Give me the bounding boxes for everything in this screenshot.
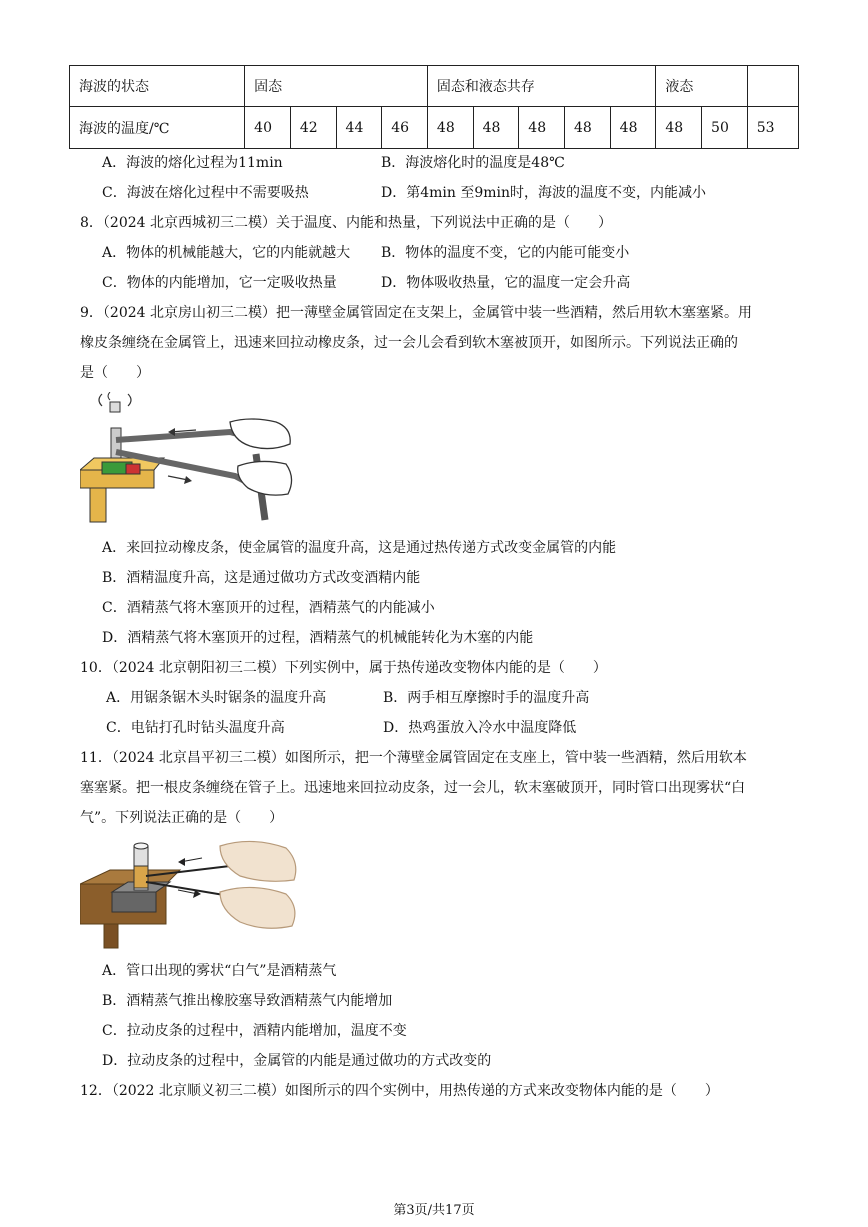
q12-stem: 12．（2022 北京顺义初三二模）如图所示的四个实例中，用热传递的方式来改变物体内能的是（ ）: [80, 1083, 719, 1099]
q11-stem-line-2: 塞塞紧。把一根皮条缠绕在管子上。迅速地来回拉动皮条，过一会儿，软末塞破顶开，同时管口出现雾状“白: [80, 780, 746, 796]
q8-option-a: A．物体的机械能越大，它的内能就越大: [102, 245, 351, 261]
q10-option-a: A．用锯条锯木头时锯条的温度升高: [106, 690, 327, 706]
page-footer: 第3页/共17页: [393, 1203, 475, 1218]
table-cell: 48: [610, 107, 656, 149]
q8-option-c: C．物体的内能增加，它一定吸收热量: [102, 275, 337, 291]
table-cell: 48: [564, 107, 610, 149]
table-cell-mixed: 固态和液态共存: [427, 66, 655, 107]
table-cell-liquid: 液态: [656, 66, 747, 107]
q7-option-d: D．第4min 至9min时，海波的温度不变，内能减小: [381, 185, 707, 201]
q9-stem-line-2: 橡皮条缠绕在金属管上，迅速来回拉动橡皮条，过一会儿会看到软木塞被顶开，如图所示。下列说法正确的: [80, 335, 738, 351]
table-cell-empty: [747, 66, 798, 107]
q8-option-b: B．物体的温度不变，它的内能可能变小: [381, 245, 630, 261]
table-cell: 40: [245, 107, 291, 149]
table-cell: 53: [747, 107, 798, 149]
table-cell: 46: [382, 107, 428, 149]
q9-option-a: A．来回拉动橡皮条，使金属管的温度升高，这是通过热传递方式改变金属管的内能: [102, 540, 617, 556]
table-cell: 42: [290, 107, 336, 149]
q7-option-b: B．海波熔化时的温度是48℃: [381, 155, 565, 171]
q8-stem: 8．（2024 北京西城初三二模）关于温度、内能和热量，下列说法中正确的是（ ）: [80, 215, 612, 231]
table-cell: 48: [473, 107, 519, 149]
q10-option-b: B．两手相互摩擦时手的温度升高: [383, 690, 590, 706]
q9-stem-line-1: 9．（2024 北京房山初三二模）把一薄壁金属管固定在支架上，金属管中装一些酒精，然后用软木塞塞紧。用: [80, 305, 752, 321]
table-cell-state-header: 海波的状态: [70, 66, 245, 107]
table-cell-solid: 固态: [245, 66, 428, 107]
q10-stem: 10．（2024 北京朝阳初三二模）下列实例中，属于热传递改变物体内能的是（ ）: [80, 660, 607, 676]
q9-figure: [80, 392, 296, 524]
q9-option-b: B．酒精温度升高，这是通过做功方式改变酒精内能: [102, 570, 421, 586]
q10-option-c: C．电钻打孔时钻头温度升高: [106, 720, 285, 736]
q11-option-a: A．管口出现的雾状“白气”是酒精蒸气: [102, 963, 337, 979]
table-cell-temp-header: 海波的温度/℃: [70, 107, 245, 149]
q11-option-c: C．拉动皮条的过程中，酒精内能增加，温度不变: [102, 1023, 407, 1039]
temperature-table: [69, 65, 799, 149]
q9-stem-line-3: 是（ ）: [80, 365, 150, 381]
q11-stem-line-1: 11．（2024 北京昌平初三二模）如图所示，把一个薄壁金属管固定在支座上，管中装一些酒精，然后用软本: [80, 750, 747, 766]
q11-stem-line-3: 气”。下列说法正确的是（ ）: [80, 810, 284, 826]
table-cell: 50: [702, 107, 748, 149]
q11-option-b: B．酒精蒸气推出橡胶塞导致酒精蒸气内能增加: [102, 993, 393, 1009]
q7-option-c: C．海波在熔化过程中不需要吸热: [102, 185, 309, 201]
q9-option-d: D．酒精蒸气将木塞顶开的过程，酒精蒸气的机械能转化为木塞的内能: [102, 630, 534, 646]
q10-option-d: D．热鸡蛋放入冷水中温度降低: [383, 720, 577, 736]
table-row: [70, 107, 799, 149]
table-cell: 48: [656, 107, 702, 149]
q8-option-d: D．物体吸收热量，它的温度一定会升高: [381, 275, 631, 291]
table-row: [70, 66, 799, 107]
table-cell: 44: [336, 107, 382, 149]
q11-figure: [80, 836, 300, 950]
table-cell: 48: [427, 107, 473, 149]
table-cell: 48: [519, 107, 565, 149]
q9-option-c: C．酒精蒸气将木塞顶开的过程，酒精蒸气的内能减小: [102, 600, 435, 616]
q11-option-d: D．拉动皮条的过程中，金属管的内能是通过做功的方式改变的: [102, 1053, 492, 1069]
q7-option-a: A．海波的熔化过程为11min: [102, 155, 283, 171]
